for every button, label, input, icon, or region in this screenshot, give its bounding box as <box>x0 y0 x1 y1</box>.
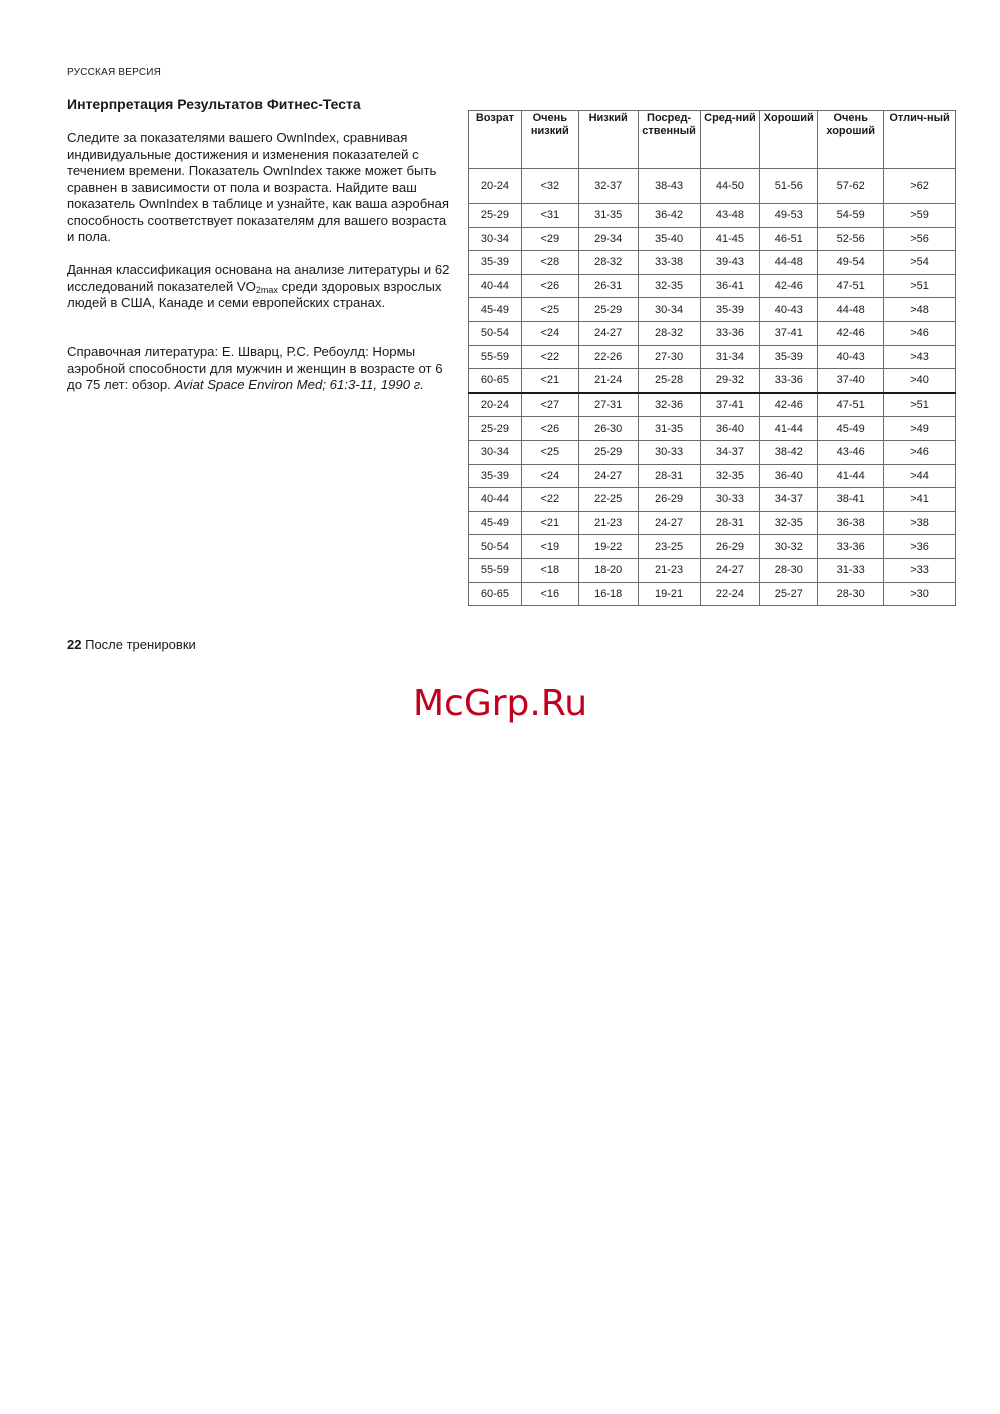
table-cell: 40-43 <box>760 298 818 322</box>
header-good: Хороший <box>760 111 818 169</box>
table-cell: >36 <box>884 535 956 559</box>
table-cell: 31-35 <box>638 417 700 441</box>
table-cell: 26-29 <box>638 488 700 512</box>
table-cell: >51 <box>884 393 956 417</box>
table-cell: 50-54 <box>469 535 522 559</box>
table-cell: <19 <box>521 535 578 559</box>
intro-paragraph: Следите за показателями вашего OwnIndex, сравнивая индивидуальные достижения и изменения показателей с течением времени. Показатель OwnIndex также может быть сравнен в зависимости от пола и возраста. Найдите ваш показатель OwnIndex в таблице и узнайте, как ваша аэробная способность соответствует показателям для вашего возраста и пола. <box>67 130 450 244</box>
table-cell: 30-34 <box>469 440 522 464</box>
table-cell: 29-34 <box>578 227 638 251</box>
table-cell: 25-27 <box>760 582 818 606</box>
table-cell: 38-41 <box>818 488 884 512</box>
table-cell: 21-23 <box>578 511 638 535</box>
header-very-low: Очень низкий <box>521 111 578 169</box>
table-cell: 32-36 <box>638 393 700 417</box>
table-row <box>469 274 956 298</box>
table-cell: 36-41 <box>700 274 760 298</box>
table-cell: <16 <box>521 582 578 606</box>
table-cell: >49 <box>884 417 956 441</box>
table-cell: 41-44 <box>818 464 884 488</box>
table-cell: 47-51 <box>818 274 884 298</box>
table-cell: 28-31 <box>700 511 760 535</box>
table-cell: <25 <box>521 298 578 322</box>
table-cell: <29 <box>521 227 578 251</box>
reference-citation: Aviat Space Environ Med; 61:3-11, 1990 г. <box>174 377 424 392</box>
table-row <box>469 169 956 204</box>
vo2max-subscript: 2max <box>255 284 278 295</box>
table-cell: 52-56 <box>818 227 884 251</box>
table-cell: 45-49 <box>469 298 522 322</box>
table-cell: 20-24 <box>469 393 522 417</box>
table-cell: 19-21 <box>638 582 700 606</box>
header-fair: Посред-ственный <box>638 111 700 169</box>
table-body <box>469 169 956 606</box>
table-cell: 30-33 <box>638 440 700 464</box>
table-cell: 23-25 <box>638 535 700 559</box>
table-cell: 25-29 <box>469 417 522 441</box>
language-label: РУССКАЯ ВЕРСИЯ <box>67 67 162 78</box>
table-cell: 51-56 <box>760 169 818 204</box>
table-cell: 19-22 <box>578 535 638 559</box>
table-cell: 28-32 <box>638 321 700 345</box>
table-cell: 42-46 <box>760 274 818 298</box>
table-cell: 30-34 <box>638 298 700 322</box>
table-cell: 28-31 <box>638 464 700 488</box>
table-cell: >46 <box>884 321 956 345</box>
table-cell: 35-39 <box>700 298 760 322</box>
classification-paragraph <box>67 262 457 312</box>
table-cell: 60-65 <box>469 582 522 606</box>
table-cell: <24 <box>521 321 578 345</box>
table-cell: 31-33 <box>818 558 884 582</box>
table-cell: 28-30 <box>818 582 884 606</box>
reference-text: Справочная литература: Е. Шварц, Р.С. Ребоулд: Нормы аэробной способности для мужчин и женщин в возрасте от 6 до 75 лет: обзор. <box>67 344 443 392</box>
table-cell: 31-35 <box>578 204 638 228</box>
table-cell: 32-35 <box>638 274 700 298</box>
table-cell: <21 <box>521 511 578 535</box>
table-cell: >56 <box>884 227 956 251</box>
table-cell: 22-26 <box>578 345 638 369</box>
table-row <box>469 558 956 582</box>
header-average: Сред-ний <box>700 111 760 169</box>
table-cell: 25-28 <box>638 369 700 393</box>
table-row <box>469 464 956 488</box>
table-cell: 25-29 <box>469 204 522 228</box>
table-cell: <25 <box>521 440 578 464</box>
table-cell: 40-44 <box>469 274 522 298</box>
table-cell: 18-20 <box>578 558 638 582</box>
table-cell: 35-39 <box>469 464 522 488</box>
table-cell: >33 <box>884 558 956 582</box>
table-cell: 35-39 <box>469 251 522 275</box>
table-cell: <26 <box>521 417 578 441</box>
table-cell: 30-33 <box>700 488 760 512</box>
table-cell: >62 <box>884 169 956 204</box>
header-elite: Отлич-ный <box>884 111 956 169</box>
table-cell: 28-30 <box>760 558 818 582</box>
table-cell: 26-30 <box>578 417 638 441</box>
table-cell: 29-32 <box>700 369 760 393</box>
table-cell: 33-36 <box>700 321 760 345</box>
table-cell: 24-27 <box>638 511 700 535</box>
table-cell: 35-40 <box>638 227 700 251</box>
table-cell: 26-31 <box>578 274 638 298</box>
table-cell: 43-46 <box>818 440 884 464</box>
table-cell: 33-36 <box>818 535 884 559</box>
table-cell: 34-37 <box>760 488 818 512</box>
table-cell: 46-51 <box>760 227 818 251</box>
table-cell: 47-51 <box>818 393 884 417</box>
table-cell: 25-29 <box>578 440 638 464</box>
table-cell: >48 <box>884 298 956 322</box>
footer-section-name: После тренировки <box>85 637 196 652</box>
table-cell: 16-18 <box>578 582 638 606</box>
table-cell: 36-40 <box>760 464 818 488</box>
table-cell: 49-54 <box>818 251 884 275</box>
table-cell: <22 <box>521 488 578 512</box>
table-cell: 24-27 <box>578 321 638 345</box>
table-cell: >46 <box>884 440 956 464</box>
table-cell: 25-29 <box>578 298 638 322</box>
table-cell: >54 <box>884 251 956 275</box>
table-cell: 22-25 <box>578 488 638 512</box>
table-row <box>469 417 956 441</box>
table-cell: 42-46 <box>818 321 884 345</box>
table-cell: 37-40 <box>818 369 884 393</box>
table-cell: 60-65 <box>469 369 522 393</box>
table-cell: 42-46 <box>760 393 818 417</box>
table-cell: 44-48 <box>760 251 818 275</box>
table-cell: 38-42 <box>760 440 818 464</box>
table-cell: 27-31 <box>578 393 638 417</box>
table-cell: 37-41 <box>700 393 760 417</box>
table-cell: >41 <box>884 488 956 512</box>
table-row <box>469 488 956 512</box>
table-row <box>469 369 956 393</box>
table-cell: 33-36 <box>760 369 818 393</box>
table-cell: >38 <box>884 511 956 535</box>
table-cell: <26 <box>521 274 578 298</box>
table-row <box>469 393 956 417</box>
table-cell: >51 <box>884 274 956 298</box>
table-cell: 38-43 <box>638 169 700 204</box>
table-cell: <32 <box>521 169 578 204</box>
table-cell: 31-34 <box>700 345 760 369</box>
table-cell: 54-59 <box>818 204 884 228</box>
table-row <box>469 511 956 535</box>
table-row <box>469 582 956 606</box>
table-cell: 50-54 <box>469 321 522 345</box>
table-cell: 32-37 <box>578 169 638 204</box>
table-row <box>469 251 956 275</box>
table-cell: 30-34 <box>469 227 522 251</box>
table-cell: 55-59 <box>469 558 522 582</box>
table-cell: 32-35 <box>700 464 760 488</box>
table-cell: >40 <box>884 369 956 393</box>
table-cell: 45-49 <box>469 511 522 535</box>
classification-text-part2: среди здоровых взрослых людей в США, Канаде и семи европейских странах. <box>67 278 442 310</box>
table-cell: 57-62 <box>818 169 884 204</box>
table-cell: 55-59 <box>469 345 522 369</box>
table-cell: 43-48 <box>700 204 760 228</box>
table-cell: 49-53 <box>760 204 818 228</box>
table-cell: 35-39 <box>760 345 818 369</box>
table-cell: <18 <box>521 558 578 582</box>
table-cell: 36-38 <box>818 511 884 535</box>
table-row <box>469 204 956 228</box>
table-cell: 39-43 <box>700 251 760 275</box>
header-age: Возрат <box>469 111 522 169</box>
table-cell: 36-42 <box>638 204 700 228</box>
page-number: 22 <box>67 637 82 652</box>
table-cell: <31 <box>521 204 578 228</box>
table-cell: 24-27 <box>700 558 760 582</box>
table-cell: 33-38 <box>638 251 700 275</box>
table-cell: 40-43 <box>818 345 884 369</box>
table-cell: <27 <box>521 393 578 417</box>
table-cell: <22 <box>521 345 578 369</box>
table-cell: 40-44 <box>469 488 522 512</box>
table-cell: >30 <box>884 582 956 606</box>
table-cell: <24 <box>521 464 578 488</box>
table-row <box>469 440 956 464</box>
table-cell: 21-24 <box>578 369 638 393</box>
page-footer <box>67 637 196 652</box>
table-cell: 21-23 <box>638 558 700 582</box>
table-cell: >43 <box>884 345 956 369</box>
table-cell: 28-32 <box>578 251 638 275</box>
table-cell: 20-24 <box>469 169 522 204</box>
header-low: Низкий <box>578 111 638 169</box>
table-header-row <box>469 111 956 169</box>
table-cell: 41-44 <box>760 417 818 441</box>
table-cell: <28 <box>521 251 578 275</box>
table-cell: >59 <box>884 204 956 228</box>
table-cell: 30-32 <box>760 535 818 559</box>
table-cell: 36-40 <box>700 417 760 441</box>
table-cell: 22-24 <box>700 582 760 606</box>
watermark-logo: McGrp.Ru <box>412 683 588 724</box>
table-cell: 37-41 <box>760 321 818 345</box>
table-cell: 32-35 <box>760 511 818 535</box>
fitness-norms-table <box>468 110 956 606</box>
section-title: Интерпретация Результатов Фитнес-Теста <box>67 96 361 112</box>
table-cell: 41-45 <box>700 227 760 251</box>
table-cell: >44 <box>884 464 956 488</box>
table-cell: 44-48 <box>818 298 884 322</box>
table-row <box>469 321 956 345</box>
table-cell: 27-30 <box>638 345 700 369</box>
table-cell: 34-37 <box>700 440 760 464</box>
reference-paragraph <box>67 344 457 394</box>
table-row <box>469 298 956 322</box>
table-row <box>469 535 956 559</box>
classification-text-part1: Данная классификация основана на анализе литературы и 62 исследований показателей VO <box>67 262 450 294</box>
header-very-good: Очень хороший <box>818 111 884 169</box>
table-cell: 44-50 <box>700 169 760 204</box>
table-cell: <21 <box>521 369 578 393</box>
table-row <box>469 345 956 369</box>
table-cell: 45-49 <box>818 417 884 441</box>
table-cell: 24-27 <box>578 464 638 488</box>
table-cell: 26-29 <box>700 535 760 559</box>
table-row <box>469 227 956 251</box>
